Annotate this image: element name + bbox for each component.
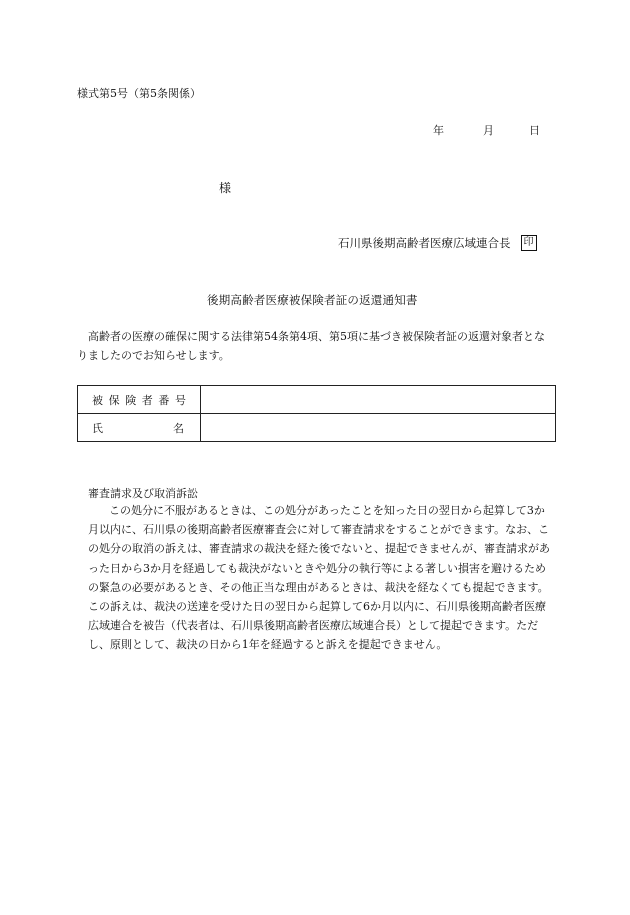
seal-stamp: 印 [521,235,537,251]
date-day-label: 日 [529,124,540,137]
form-number: 様式第5号（第5条関係） [77,87,201,100]
appeal-body: この処分に不服があるときは、この処分があったことを知った日の翌日から起算して3か月以内に、石川県の後期高齢者医療審査会に対して審査請求をすることができます。なお、この処分の取消の訴えは、審査請求の裁決を経た後でないと、提起できませんが、審査請求があった日から3か月を経過しても裁決がないときや処分の執行等による著しい損害を避けるための緊急の必要があるとき、その他正当な理由があるときは、裁決を経なくても提起できます。この訴えは、裁決の送達を受けた日の翌日から起算して6か月以内に、石川県後期高齢者医療広域連合を被告（代表者は、石川県後期高齢者医療広域連合長）として提起できます。ただし、原則として、裁決の日から1年を経過すると訴えを提起できません。 [88,504,550,652]
document-title: 後期高齢者医療被保険者証の返還通知書 [207,293,418,307]
issuer [338,235,537,251]
insured-info-table [77,385,556,442]
label-char: 名 [173,421,184,435]
label-char: 番 [158,393,170,407]
date-month-label: 月 [483,124,494,137]
insured-number-label [78,386,201,414]
table-row-insured-number [78,386,556,414]
intro-paragraph: 高齢者の医療の確保に関する法律第54条第4項、第5項に基づき被保険者証の返還対象者となりましたのでお知らせします。 [77,330,545,362]
date-year-label: 年 [433,124,444,137]
insured-number-label-chars [78,392,200,408]
label-char: 号 [174,393,186,407]
name-label-chars [78,420,200,436]
addressee-suffix: 様 [219,181,232,195]
label-char: 険 [125,393,137,407]
label-char: 保 [108,393,120,407]
appeal-heading: 審査請求及び取消訴訟 [88,487,198,500]
label-char: 氏 [92,421,103,435]
name-label [78,414,201,442]
name-value [201,414,556,442]
issuer-name: 石川県後期高齢者医療広域連合長 [338,236,511,250]
table-row-name [78,414,556,442]
label-char: 者 [141,393,153,407]
insured-number-value [201,386,556,414]
label-char: 被 [92,393,103,407]
